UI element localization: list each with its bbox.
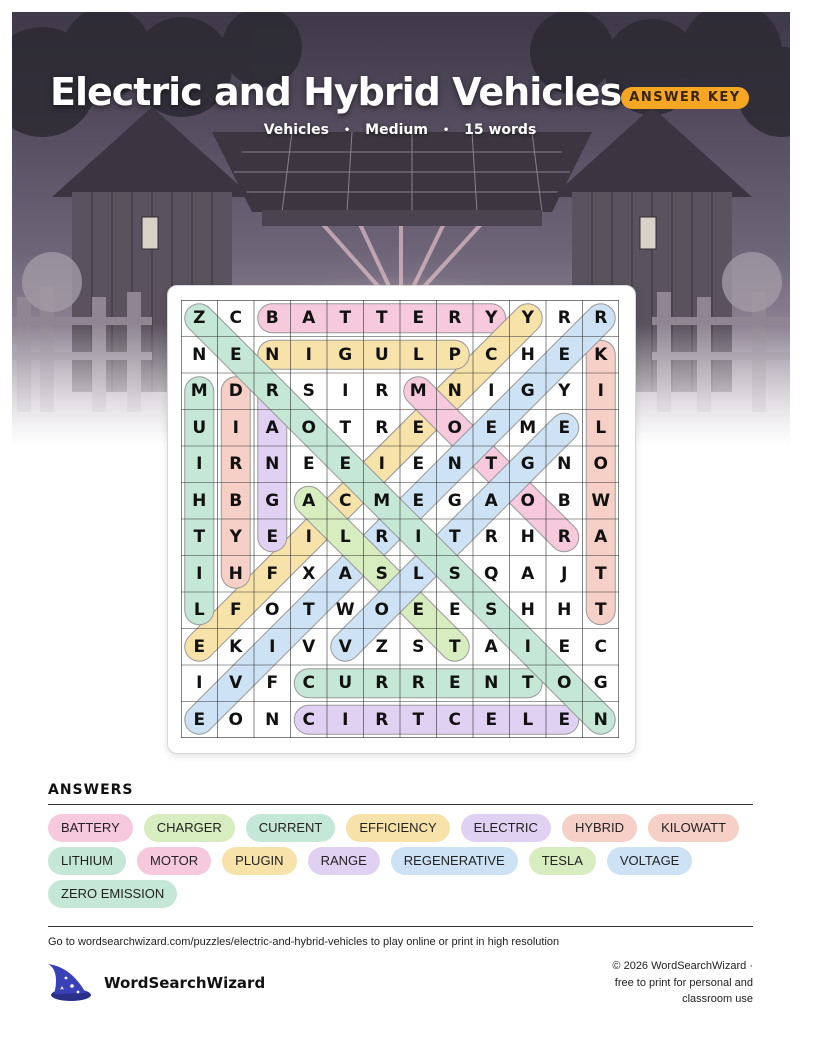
grid-cell: T xyxy=(375,308,388,329)
grid-cell: Z xyxy=(193,308,206,329)
grid-cell: R xyxy=(375,417,389,438)
grid-cell: C xyxy=(594,636,607,657)
grid-cell: U xyxy=(374,344,389,365)
grid-cell: T xyxy=(193,527,206,548)
grid-cell: A xyxy=(265,417,279,438)
grid-cell: S xyxy=(485,600,498,621)
separator: • xyxy=(442,124,450,136)
grid-cell: H xyxy=(228,563,243,584)
grid-cell: U xyxy=(338,673,353,694)
grid-cell: R xyxy=(375,527,389,548)
grid-cell: W xyxy=(335,600,355,621)
grid-cell: R xyxy=(484,527,498,548)
grid-cell: A xyxy=(302,308,316,329)
grid-cell: L xyxy=(522,709,534,730)
answer-list xyxy=(48,814,768,908)
grid-cell: N xyxy=(192,344,207,365)
grid-cell: E xyxy=(412,490,425,511)
grid-cell: I xyxy=(305,344,312,365)
grid-cell: O xyxy=(593,454,608,475)
grid-cell: A xyxy=(484,490,498,511)
grid-cell: S xyxy=(302,381,315,402)
grid-cell: L xyxy=(595,417,607,438)
grid-cell: V xyxy=(229,673,243,694)
grid-cell: I xyxy=(597,381,604,402)
answers-heading: ANSWERS xyxy=(48,782,134,798)
category-label: Vehicles xyxy=(263,122,329,138)
grid-cell: E xyxy=(339,454,352,475)
grid-cell: R xyxy=(375,381,389,402)
copyright-line: free to print for personal and xyxy=(614,976,753,989)
grid-cell: G xyxy=(338,344,353,365)
answer-chip: KILOWATT xyxy=(648,814,739,842)
grid-cell: Z xyxy=(375,636,388,657)
difficulty-label: Medium xyxy=(365,122,428,138)
grid-cell: I xyxy=(524,636,531,657)
grid-cell: C xyxy=(448,709,461,730)
grid-cell: O xyxy=(520,490,535,511)
grid-cell: E xyxy=(412,417,425,438)
grid-cell: H xyxy=(557,600,572,621)
footer-url-text: Go to wordsearchwizard.com/puzzles/electric-and-hybrid-vehicles to play online or print in high resolution xyxy=(48,936,560,948)
grid-cell: H xyxy=(520,600,535,621)
puzzle-meta xyxy=(0,122,800,138)
grid-cell: A xyxy=(594,527,608,548)
answer-chip: REGENERATIVE xyxy=(391,847,518,875)
grid-cell: N xyxy=(447,381,462,402)
grid-cell: R xyxy=(448,308,462,329)
grid-cell: E xyxy=(448,673,461,694)
grid-cell: A xyxy=(484,636,498,657)
grid-cell: F xyxy=(266,563,279,584)
grid-cell: I xyxy=(196,673,203,694)
letter-cells xyxy=(181,300,619,738)
grid-cell: E xyxy=(485,709,498,730)
answer-chip: PLUGIN xyxy=(222,847,296,875)
grid-cell: F xyxy=(266,673,279,694)
grid-cell: T xyxy=(339,308,352,329)
grid-cell: M xyxy=(409,381,427,402)
answer-key-badge: ANSWER KEY xyxy=(621,87,749,109)
grid-cell: S xyxy=(448,563,461,584)
grid-cell: O xyxy=(301,417,316,438)
grid-cell: N xyxy=(593,709,608,730)
grid-cell: O xyxy=(228,709,243,730)
grid-cell: A xyxy=(521,563,535,584)
grid-cell: R xyxy=(375,709,389,730)
grid-cell: T xyxy=(339,417,352,438)
divider xyxy=(48,926,753,927)
grid-cell: P xyxy=(448,344,461,365)
answer-chip: EFFICIENCY xyxy=(346,814,449,842)
grid-cell: G xyxy=(520,381,535,402)
grid-cell: V xyxy=(302,636,316,657)
answer-chip: TESLA xyxy=(529,847,596,875)
grid-cell: E xyxy=(558,709,571,730)
grid-cell: Y xyxy=(521,308,534,329)
grid-cell: Y xyxy=(229,527,242,548)
grid-cell: C xyxy=(485,344,498,365)
grid-cell: I xyxy=(305,527,312,548)
grid-cell: G xyxy=(265,490,280,511)
grid-cell: I xyxy=(342,381,349,402)
grid-cell: D xyxy=(228,381,243,402)
grid-cell: L xyxy=(339,527,351,548)
grid-cell: M xyxy=(190,381,208,402)
answer-chip: BATTERY xyxy=(48,814,133,842)
grid-cell: N xyxy=(265,454,280,475)
grid-cell: H xyxy=(192,490,207,511)
grid-cell: I xyxy=(196,454,203,475)
grid-cell: R xyxy=(265,381,279,402)
grid-cell: E xyxy=(412,600,425,621)
grid-cell: U xyxy=(192,417,207,438)
grid-cell: L xyxy=(193,600,205,621)
answer-chip: CHARGER xyxy=(144,814,235,842)
grid-cell: T xyxy=(448,527,461,548)
grid-cell: R xyxy=(557,527,571,548)
grid-cell: O xyxy=(557,673,572,694)
grid-cell: C xyxy=(302,709,315,730)
grid-cell: T xyxy=(521,673,534,694)
grid-cell: B xyxy=(557,490,571,511)
grid-cell: K xyxy=(229,636,243,657)
answer-chip: RANGE xyxy=(308,847,380,875)
grid-cell: R xyxy=(229,454,243,475)
answer-chip: LITHIUM xyxy=(48,847,126,875)
grid-cell: E xyxy=(412,308,425,329)
copyright-line: classroom use xyxy=(682,993,753,1005)
answer-chip: HYBRID xyxy=(562,814,637,842)
grid-cell: I xyxy=(196,563,203,584)
grid-cell: M xyxy=(373,490,391,511)
grid-cell: I xyxy=(378,454,385,475)
grid-cell: X xyxy=(302,563,316,584)
grid-cell: F xyxy=(229,600,242,621)
grid-cell: E xyxy=(558,636,571,657)
grid-cell: R xyxy=(411,673,425,694)
grid-cell: T xyxy=(412,709,425,730)
grid-cell: C xyxy=(302,673,315,694)
grid-cell: J xyxy=(561,563,568,584)
grid-cell: S xyxy=(412,636,425,657)
grid-cell: R xyxy=(375,673,389,694)
grid-cell: Y xyxy=(485,308,498,329)
grid-cell: E xyxy=(302,454,315,475)
grid-cell: B xyxy=(229,490,243,511)
copyright-line: © 2026 WordSearchWizard · xyxy=(612,960,753,972)
grid-cell: G xyxy=(593,673,608,694)
grid-cell: N xyxy=(265,709,280,730)
grid-cell: E xyxy=(229,344,242,365)
grid-cell: H xyxy=(520,527,535,548)
grid-cell: R xyxy=(557,308,571,329)
grid-cell: A xyxy=(302,490,316,511)
grid-cell: I xyxy=(269,636,276,657)
grid-cell: E xyxy=(448,600,461,621)
grid-cell: T xyxy=(485,454,498,475)
answer-chip: VOLTAGE xyxy=(607,847,692,875)
grid-cell: H xyxy=(520,344,535,365)
grid-cell: N xyxy=(265,344,280,365)
grid-cell: W xyxy=(591,490,611,511)
grid-cell: B xyxy=(265,308,279,329)
grid-cell: O xyxy=(447,417,462,438)
grid-cell: C xyxy=(229,308,242,329)
answer-chip: MOTOR xyxy=(137,847,211,875)
wizard-hat-icon xyxy=(46,962,92,1007)
grid-cell: R xyxy=(594,308,608,329)
separator: • xyxy=(343,124,351,136)
answer-chip: ELECTRIC xyxy=(461,814,551,842)
grid-cell: E xyxy=(485,417,498,438)
grid-cell: I xyxy=(415,527,422,548)
grid-cell: M xyxy=(519,417,537,438)
grid-cell: O xyxy=(374,600,389,621)
grid-cell: T xyxy=(448,636,461,657)
grid-cell: E xyxy=(558,344,571,365)
grid-cell: O xyxy=(265,600,280,621)
divider xyxy=(48,804,753,805)
answer-chip: ZERO EMISSION xyxy=(48,880,177,908)
page-title: Electric and Hybrid Vehicles xyxy=(50,70,622,114)
grid-cell: E xyxy=(266,527,279,548)
answer-chip: CURRENT xyxy=(246,814,336,842)
grid-cell: N xyxy=(557,454,572,475)
grid-cell: I xyxy=(488,381,495,402)
word-count-label: 15 words xyxy=(464,122,537,138)
grid-cell: T xyxy=(594,600,607,621)
grid-cell: T xyxy=(302,600,315,621)
grid-cell: A xyxy=(338,563,352,584)
grid-cell: I xyxy=(342,709,349,730)
grid-cell: L xyxy=(412,344,424,365)
grid-cell: Q xyxy=(484,563,499,584)
grid-cell: G xyxy=(520,454,535,475)
grid-cell: E xyxy=(193,636,206,657)
grid-cell: N xyxy=(484,673,499,694)
copyright xyxy=(553,958,753,1008)
grid-cell: C xyxy=(339,490,352,511)
grid-cell: V xyxy=(338,636,352,657)
grid-cell: I xyxy=(232,417,239,438)
brand-name: WordSearchWizard xyxy=(104,974,266,992)
word-search-grid xyxy=(181,300,619,738)
grid-cell: E xyxy=(558,417,571,438)
grid-cell: Y xyxy=(558,381,571,402)
grid-cell: S xyxy=(375,563,388,584)
grid-cell: T xyxy=(594,563,607,584)
grid-cell: K xyxy=(594,344,608,365)
grid-cell: E xyxy=(193,709,206,730)
grid-cell: N xyxy=(447,454,462,475)
grid-cell: G xyxy=(447,490,462,511)
grid-cell: L xyxy=(412,563,424,584)
grid-cell: E xyxy=(412,454,425,475)
